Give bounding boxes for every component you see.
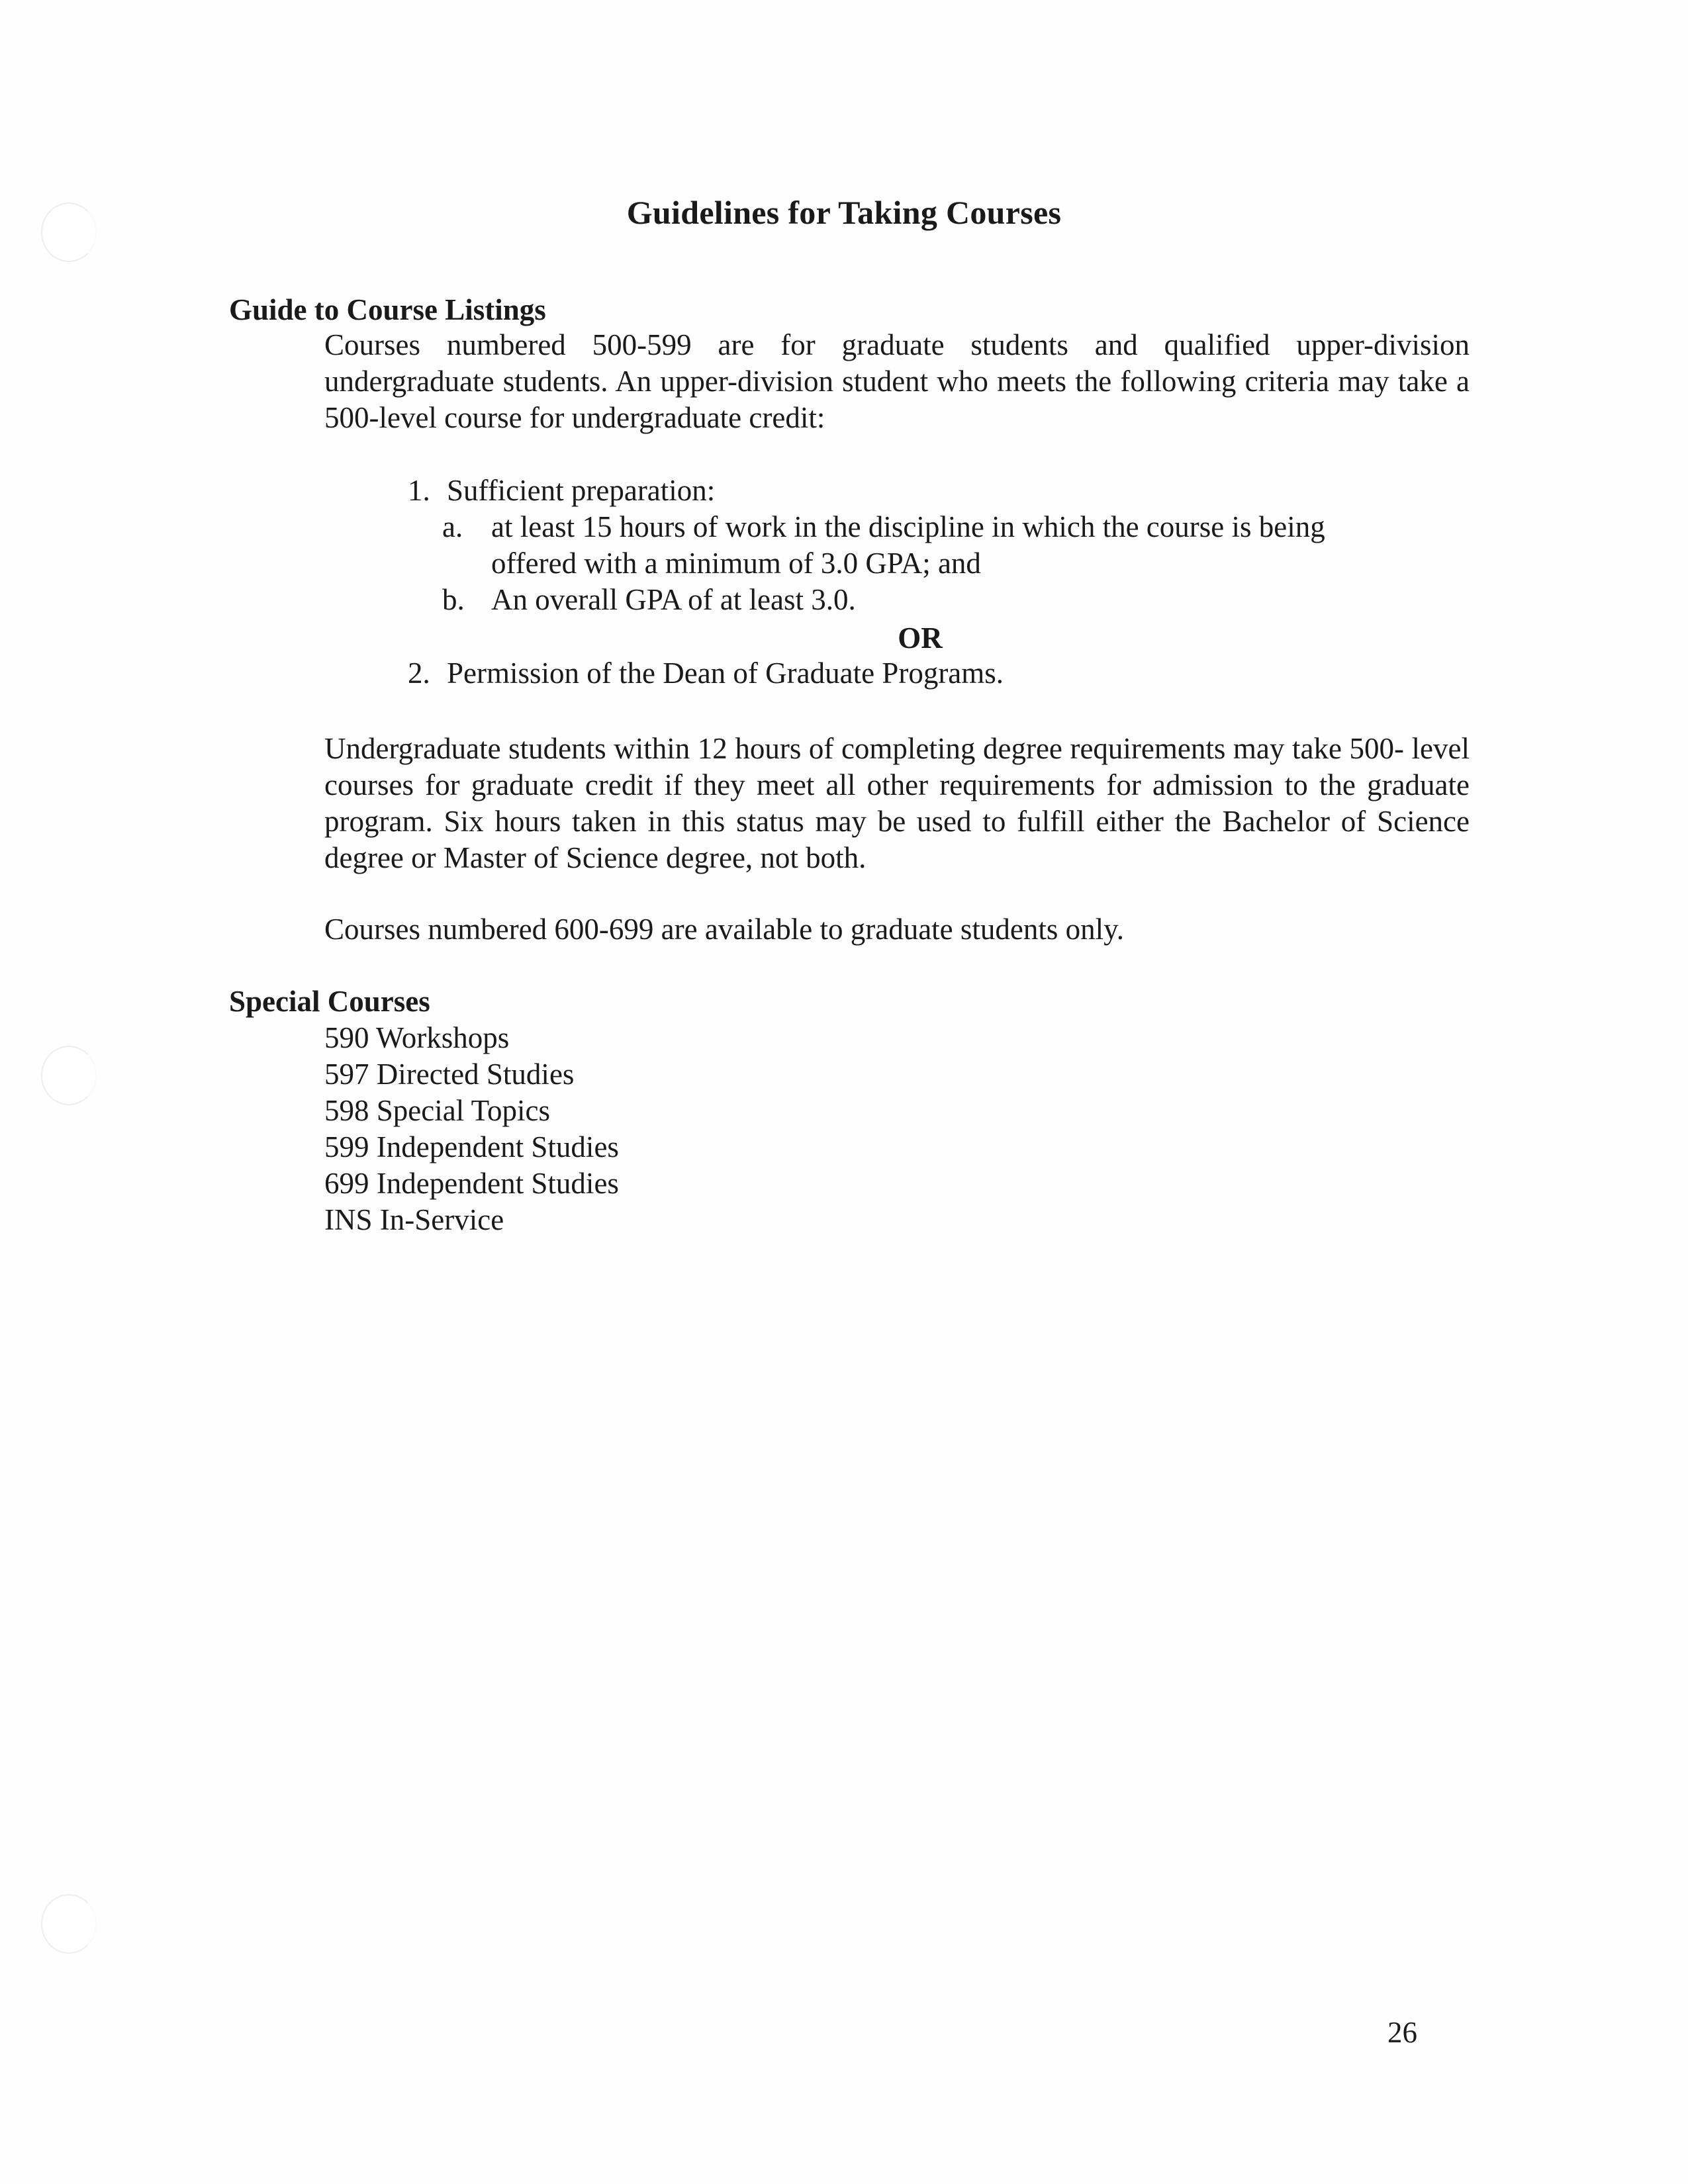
criterion-2-text: Permission of the Dean of Graduate Programs. — [447, 657, 1004, 690]
page-number: 26 — [1387, 2016, 1417, 2049]
special-course-item: 597 Directed Studies — [324, 1058, 575, 1091]
criterion-1b-marker: b. — [442, 583, 465, 616]
special-course-item: 599 Independent Studies — [324, 1130, 619, 1163]
criterion-1-marker: 1. — [408, 474, 430, 507]
undergraduate-note-paragraph: Undergraduate students within 12 hours of completing degree requirements may take 500- level courses for graduate credit if they meet all other requirements for admission to the graduate program. Six hours taken in this status may be used to fulfill either the Bachelor of Science degree or Master of Science degree, not both. — [324, 732, 1470, 874]
special-course-item: 598 Special Topics — [324, 1094, 550, 1127]
guide-section-heading: Guide to Course Listings — [229, 293, 546, 326]
special-courses-heading: Special Courses — [229, 985, 430, 1018]
criterion-1a-text-line1: at least 15 hours of work in the discipline in which the course is being — [491, 510, 1325, 543]
binder-hole-middle — [41, 1046, 97, 1105]
criterion-1-text: Sufficient preparation: — [447, 474, 716, 507]
or-separator: OR — [898, 621, 943, 655]
page-title: Guidelines for Taking Courses — [626, 194, 1062, 231]
graduate-only-note: Courses numbered 600-699 are available to graduate students only. — [324, 913, 1124, 946]
special-course-item: 590 Workshops — [324, 1021, 510, 1054]
criterion-1a-marker: a. — [442, 510, 463, 543]
binder-hole-bottom — [41, 1894, 97, 1954]
special-course-item: INS In-Service — [324, 1203, 504, 1236]
criterion-1b-text: An overall GPA of at least 3.0. — [491, 583, 856, 616]
guide-intro-paragraph: Courses numbered 500-599 are for graduate students and qualified upper-division undergraduate students. An upper-division student who meets the following criteria may take a 500-level course for undergraduate credit: — [324, 328, 1470, 434]
criterion-1a-text-line2: offered with a minimum of 3.0 GPA; and — [491, 547, 981, 580]
special-course-item: 699 Independent Studies — [324, 1167, 619, 1200]
criterion-2-marker: 2. — [408, 657, 430, 690]
